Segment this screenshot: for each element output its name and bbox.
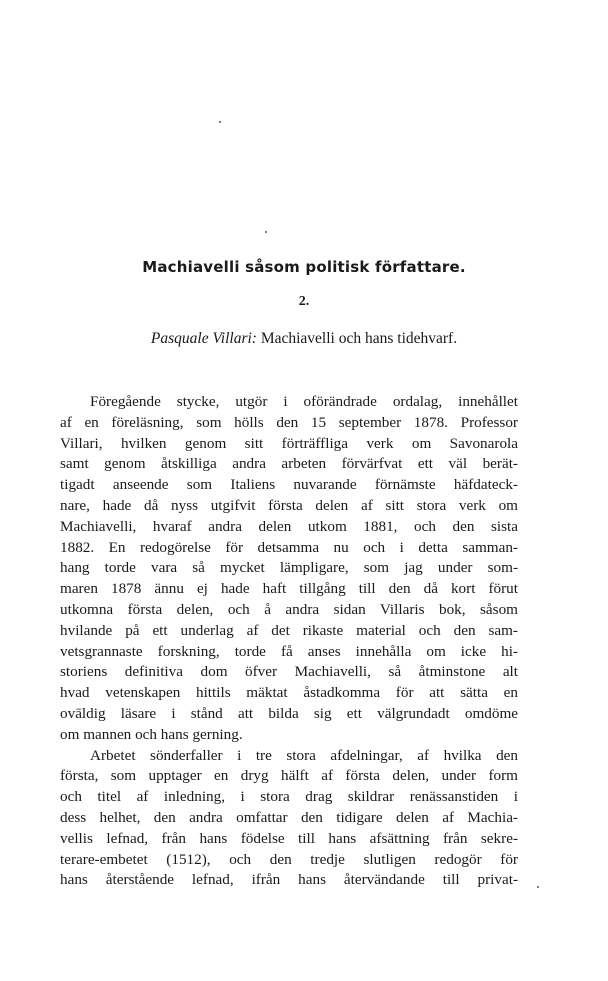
reviewed-work — [0, 330, 608, 348]
text-line: ovāldig läsare i stånd att bilda sig ett välgrundadt omdöme — [60, 704, 518, 722]
chapter-title: Machiavelli såsom politisk författare. — [142, 258, 466, 276]
text-line: storiens definitiva dom öfver Machiavelli, så åtminstone alt — [60, 663, 518, 681]
text-line: Villari, hvilken genom sitt förträffliga verk om Savonarola — [60, 434, 518, 452]
text-line: terare-embetet (1512), och den tredje slutligen redogör för — [60, 850, 518, 868]
print-speck — [265, 231, 267, 233]
text-line: hans återstående lefnad, ifrån hans återvändande till privat- — [60, 871, 518, 889]
text-line: hang torde vara så mycket lämpligare, som jag under som- — [60, 559, 518, 577]
text-line: vetsgrannaste forskning, torde få anses innehålla om icke hi- — [60, 642, 518, 660]
part-number: 2. — [298, 294, 310, 309]
text-line: hvad vetenskapen hittils mäktat åstadkomma för att sätta en — [60, 684, 518, 702]
print-speck — [537, 886, 539, 888]
text-line: nare, hade då nyss utgifvit första delen af sitt stora verk om — [60, 496, 518, 514]
text-line: tigadt anseende som Italiens nuvarande förnämste häfdateck- — [60, 476, 518, 494]
text-line: hvilande på ett underlag af det rikaste material och den sam- — [60, 621, 518, 639]
author-name: Pasquale Villari: — [150, 330, 257, 347]
text-line: maren 1878 ännu ej hade haft tillgång till den då kort förut — [60, 580, 518, 598]
text-line: Machiavelli, hvaraf andra delen utkom 1881, och den sista — [60, 517, 518, 535]
work-title: Machiavelli och hans tidehvarf. — [256, 330, 458, 347]
body-text — [60, 392, 518, 891]
text-line: om mannen och hans gerning. — [60, 725, 243, 743]
text-line: dess helhet, den andra omfattar den tidigare delen af Machia- — [60, 808, 518, 826]
text-line: af en föreläsning, som hölls den 15 september 1878. Professor — [60, 413, 518, 431]
print-speck — [219, 121, 221, 123]
text-line: samt genom åtskilliga andra arbeten förvärfvat ett väl berät- — [60, 455, 518, 473]
paragraph-2 — [60, 746, 518, 892]
text-line: 1882. En redogörelse för detsamma nu och i detta samman- — [60, 538, 518, 556]
text-line: första, som upptager en dryg hälft af första delen, under form — [60, 767, 518, 785]
text-line: utkomna första delen, och å andra sidan Villaris bok, såsom — [60, 600, 518, 618]
paragraph-1 — [60, 392, 518, 746]
text-line: och titel af inledning, i stora drag skildrar renässanstiden i — [60, 788, 518, 806]
text-line: Föregående stycke, utgör i oförändrade ordalag, innehållet — [90, 393, 518, 410]
text-line: vellis lefnad, från hans födelse till hans afsättning från sekre- — [60, 829, 518, 847]
text-line: Arbetet sönderfaller i tre stora afdelningar, af hvilka den — [90, 746, 518, 764]
